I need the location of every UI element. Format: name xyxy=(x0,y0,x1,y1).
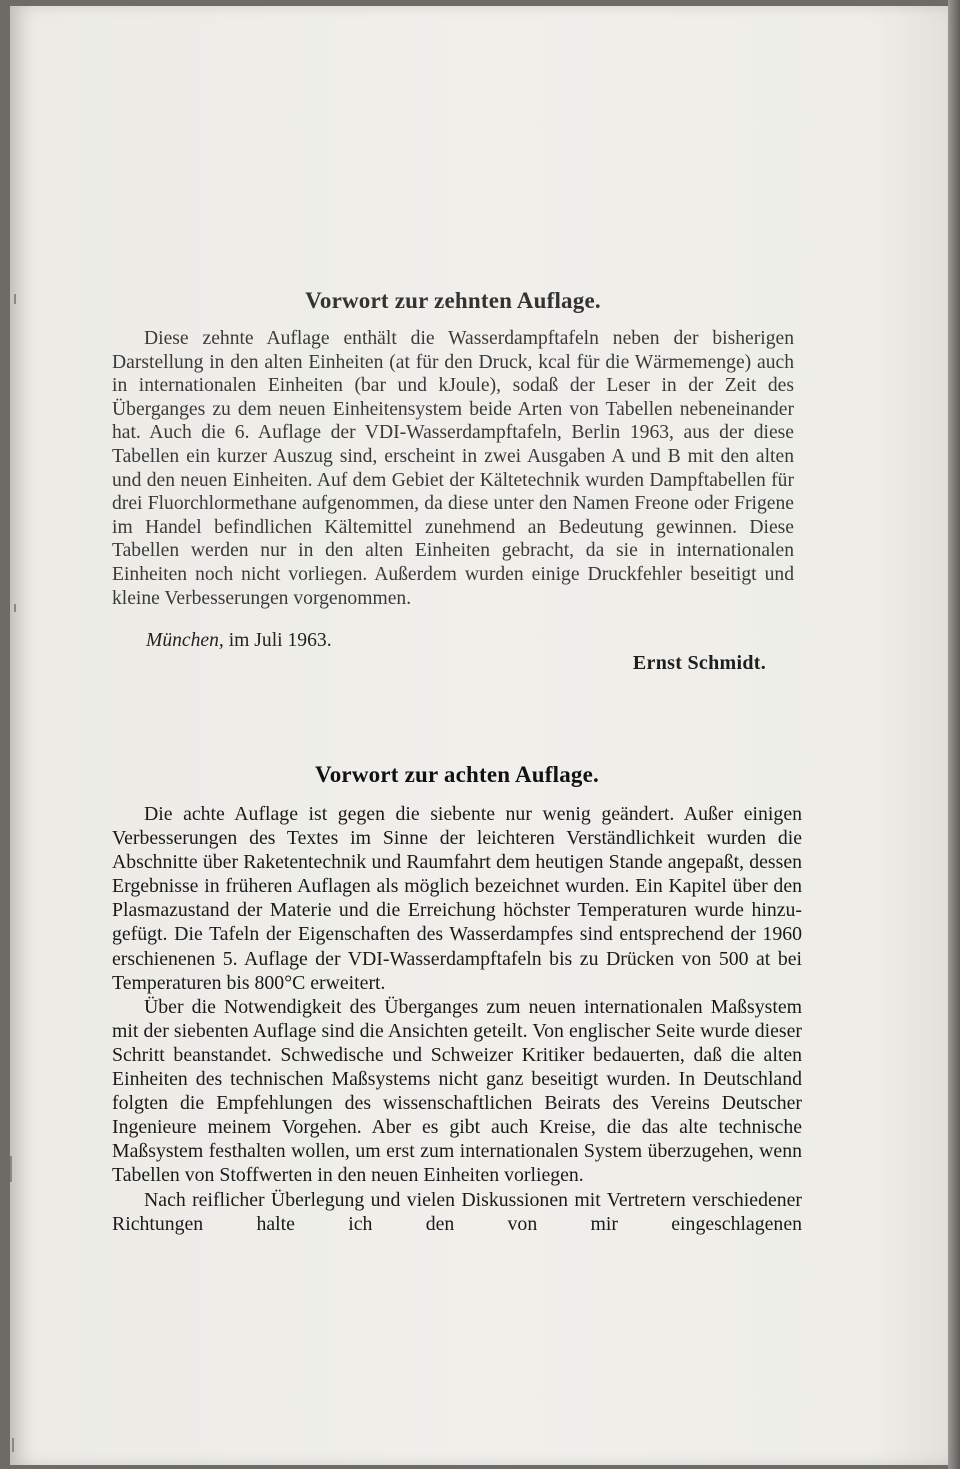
place-date-line xyxy=(112,630,794,652)
section-title: Vorwort zur zehnten Auflage. xyxy=(305,288,601,313)
page-edge xyxy=(948,0,960,1469)
preface-tenth-edition xyxy=(112,288,794,675)
paragraph: Über die Notwendigkeit des Überganges zum neuen internationalen Maßsystem mit der siebenten Auflage sind die Ansichten geteilt. Von englischer Seite wurde dieser Schritt beanstandet. Schwedische und Schweizer Kritiker bedauerten, daß die alten Einheiten des technischen Maßsystems nicht ganz beseitigt wurden. In Deutschland folgten die Empfehlungen des wissenschaftlichen Beirats des Vereins Deutscher Ingenieure meinem Vorgehen. Aber es gibt auch Kreise, die das alte technische Maßsystem festhalten wollen, um erst zum internationalen System überzugehen, wenn Tabellen von Stoffwerten in den neuen Einheiten vorliegen. xyxy=(112,995,802,1187)
paragraph: Nach reiflicher Überlegung und vielen Diskussionen mit Vertretern verschiedener Richtungen halte ich den von mir eingeschlagenen xyxy=(112,1188,802,1235)
book-page xyxy=(10,6,948,1465)
margin-mark xyxy=(14,294,16,304)
place: München, xyxy=(146,630,224,652)
margin-mark xyxy=(14,604,16,612)
section-title: Vorwort zur achten Auflage. xyxy=(315,762,599,787)
signature: Ernst Schmidt. xyxy=(632,652,766,675)
preface-eighth-edition xyxy=(112,762,802,1236)
paragraph: Diese zehnte Auflage enthält die Wasserdampftafeln neben der bisherigen Darstellung in den alten Einheiten (at für den Druck, kcal für die Wärmemenge) auch in internationalen Einheiten (bar und kJoule), sodaß der Leser in der Zeit des Überganges zu dem neuen Einheitensystem beide Arten von Tabellen nebeneinander hat. Auch die 6. Auflage der VDI-Wasserdampftafeln, Berlin 1963, aus der diese Tabellen ein kurzer Auszug sind, erscheint in zwei Ausgaben A und B mit den alten und den neuen Einheiten. Auf dem Gebiet der Kältetechnik wurden Dampftabellen für drei Fluorchlormethane aufgenommen, da diese unter den Namen Freone oder Frigene im Handel befindlichen Kältemittel zunehmend an Bedeutung gewinnen. Diese Tabellen werden nur in den alten Einheiten gebracht, da sie in internationalen Einheiten noch nicht vorliegen. Außerdem wurden einige Druckfehler beseitigt und kleine Verbesserungen vorgenommen. xyxy=(112,328,794,609)
margin-mark xyxy=(10,1156,12,1182)
paragraph: Die achte Auflage ist gegen die siebente nur wenig geändert. Außer einigen Verbesserungen des Textes im Sinne der leichteren Verständlichkeit wurden die Abschnitte über Raketentechnik und Raumfahrt dem heutigen Stande angepaßt, dessen Ergebnisse in früheren Auflagen als möglich bezeichnet wurden. Ein Kapitel über den Plasmazustand der Materie und die Erreichung höchster Temperaturen wurde hinzugefügt. Die Tafeln der Eigenschaften des Wasserdampfes sind entsprechend der 1960 erschienenen 5. Auflage der VDI-Wasserdampftafeln bis zu Drücken von 500 at bei Temperaturen bis 800°C erweitert. xyxy=(112,803,802,994)
margin-mark xyxy=(12,1438,14,1452)
date: im Juli 1963. xyxy=(223,630,332,652)
